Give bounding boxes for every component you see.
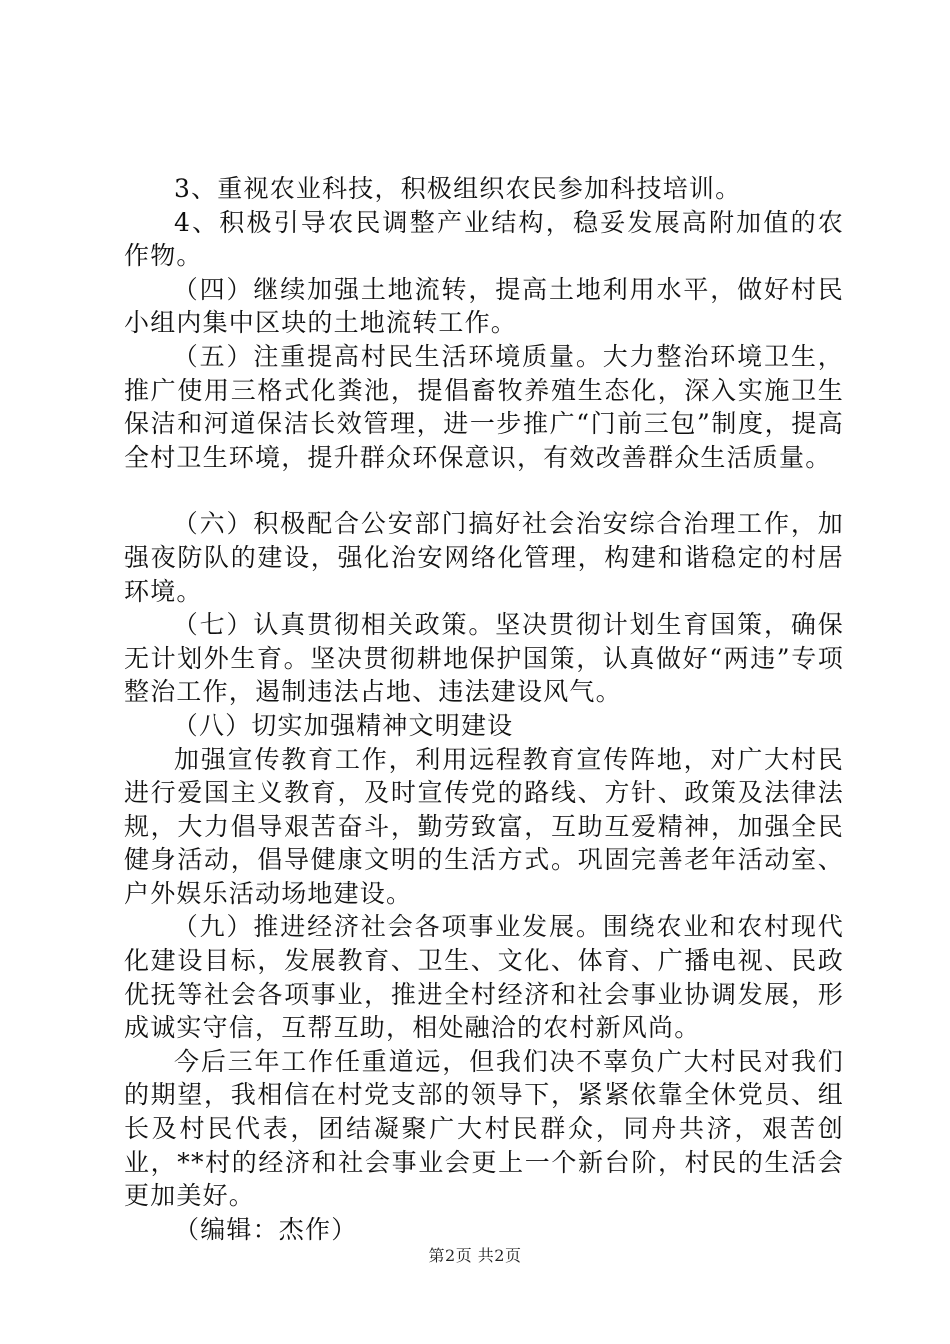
paragraph-section-6: （六）积极配合公安部门搞好社会治安综合治理工作，加强夜防队的建设，强化治安网络化管理，构建和谐稳定的村居环境。 bbox=[124, 509, 844, 606]
paragraph-section-7: （七）认真贯彻相关政策。坚决贯彻计划生育国策，确保无计划外生育。坚决贯彻耕地保护国策，认真做好“两违”专项整治工作，遏制违法占地、违法建设风气。 bbox=[124, 610, 844, 707]
paragraph-section-9: （九）推进经济社会各项事业发展。围绕农业和农村现代化建设目标，发展教育、卫生、文化、体育、广播电视、民政优抚等社会各项事业，推进全村经济和社会事业协调发展，形成诚实守信，互帮互助，相处融洽的农村新风尚。 bbox=[124, 912, 844, 1043]
paragraph-section-4: （四）继续加强土地流转，提高土地利用水平，做好村民小组内集中区块的土地流转工作。 bbox=[124, 274, 844, 338]
paragraph-section-5: （五）注重提高村民生活环境质量。大力整治环境卫生，推广使用三格式化粪池，提倡畜牧养殖生态化，深入实施卫生保洁和河道保洁长效管理，进一步推广“门前三包”制度，提高全村卫生环境，提升群众环保意识，有效改善群众生活质量。 bbox=[124, 341, 844, 472]
document-body bbox=[124, 172, 844, 1246]
paragraph-conclusion: 今后三年工作任重道远，但我们决不辜负广大村民对我们的期望，我相信在村党支部的领导下，紧紧依靠全休党员、组长及村民代表，团结凝聚广大村民群众，同舟共济，艰苦创业，**村的经济和社会事业会更上一个新台阶，村民的生活会更加美好。 bbox=[124, 1046, 844, 1211]
paragraph-section-8-body: 加强宣传教育工作，利用远程教育宣传阵地，对广大村民进行爱国主义教育，及时宣传党的路线、方针、政策及法律法规，大力倡导艰苦奋斗，勤劳致富，互助互爱精神，加强全民健身活动，倡导健康文明的生活方式。巩固完善老年活动室、户外娱乐活动场地建设。 bbox=[124, 744, 844, 908]
editor-credit: （编辑：杰作） bbox=[174, 1214, 358, 1244]
paragraph-item-4: 4、积极引导农民调整产业结构，稳妥发展高附加值的农作物。 bbox=[124, 207, 844, 271]
page-number-label: 第2页 共2页 bbox=[428, 1246, 522, 1265]
paragraph-item-3: 3、重视农业科技，积极组织农民参加科技培训。 bbox=[174, 174, 742, 203]
page-footer bbox=[0, 1243, 950, 1266]
paragraph-section-8-heading: （八）切实加强精神文明建设 bbox=[172, 710, 514, 740]
